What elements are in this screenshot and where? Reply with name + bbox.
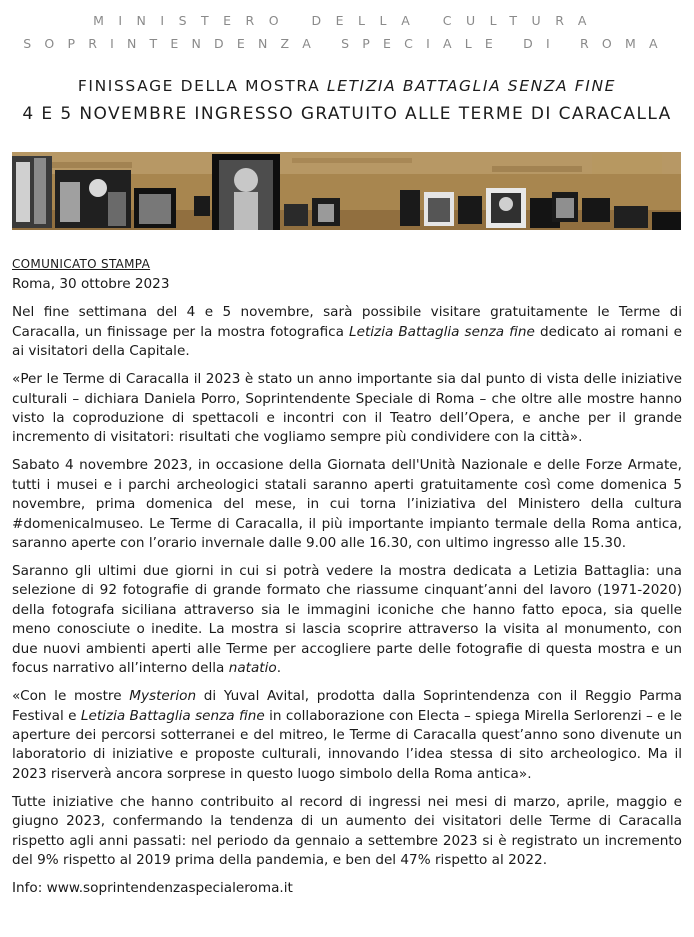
- press-release-body: [12, 256, 682, 898]
- section-label: COMUNICATO STAMPA: [12, 257, 151, 271]
- p5-exhibition-title: Letizia Battaglia senza fine: [80, 707, 265, 724]
- p5-text-a: «Con le mostre: [12, 688, 130, 705]
- paragraph-5: [12, 687, 682, 784]
- paragraph-3: Sabato 4 novembre 2023, in occasione della Giornata dell'Unità Nazionale e delle Forze Armate, tutti i musei e i parchi archeologici statali saranno aperti gratuitamente così come domenica 5 novembre, prima domenica del mese, in cui torna l’iniziativa del Ministero della cultura #domenicalmuseo. Le Terme di Caracalla, il più importante impianto termale della Roma antica, saranno aperte con l’orario invernale dalle 9.00 alle 16.30, con ultimo ingresso alle 15.30.: [12, 457, 682, 552]
- p1-text-c: dedicato ai romani e ai visitatori della Capitale.: [12, 323, 682, 360]
- press-title-line1: [0, 77, 694, 95]
- exhibition-photo-banner: [12, 152, 681, 230]
- office-name: SOPRINTENDENZA SPECIALE DI ROMA: [23, 36, 671, 51]
- p4-text-a: Saranno gli ultimi due giorni in cui si potrà vedere la mostra dedicata a Letizia Battaglia: una selezione di 92 fotografie di grande formato che riassume cinquant’anni del lavoro (1971-2020) della fotografa siciliana attraverso sia le immagini iconiche che hanno fatto epoca, sia quelle meno conosciute o inedite. La mostra si lascia scoprire attraverso la visita al monumento, con due nuovi ambienti aperti alle Terme per accogliere parte delle fotografie di questa mostra e un focus narrativo all’interno della: [12, 563, 682, 677]
- p1-text-a: Nel fine settimana del 4 e 5 novembre, sarà possibile visitare gratuitamente le Terme di Caracalla, un finissage per la mostra fotografica: [12, 304, 682, 340]
- press-title-line2: 4 E 5 NOVEMBRE INGRESSO GRATUITO ALLE TERME DI CARACALLA: [22, 104, 672, 124]
- p4-natatio: natatio: [228, 660, 277, 677]
- ministry-name: MINISTERO DELLA CULTURA: [93, 13, 601, 28]
- release-date: Roma, 30 ottobre 2023: [12, 276, 170, 292]
- paragraph-1: [12, 303, 682, 361]
- paragraph-6: Tutte iniziative che hanno contribuito al record di ingressi nei mesi di marzo, aprile, maggio e giugno 2023, confermando la tendenza di un aumento dei visitatori delle Terme di Caracalla rispetto agli anni passati: nel periodo da gennaio a settembre 2023 si è registrato un incremento del 9% rispetto al 2019 prima della pandemia, e ben del 47% rispetto al 2022.: [12, 793, 682, 868]
- paragraph-4: [12, 562, 682, 678]
- p4-text-c: .: [276, 660, 282, 677]
- press-title-exhibition: LETIZIA BATTAGLIA SENZA FINE: [326, 77, 617, 95]
- p5-text-e: in collaborazione con Electa – spiega Mirella Serlorenzi – e le aperture dei percorsi sotterranei e del mitreo, le Terme di Caracalla quest’anno sono divenute un laboratorio di iniziative e proposte culturali, innovando l’idea stessa di sito archeologico. Ma il 2023 riserverà ancora sorprese in questo luogo simbolo della Roma antica».: [12, 707, 682, 782]
- paragraph-2: «Per le Terme di Caracalla il 2023 è stato un anno importante sia dal punto di vista delle iniziative culturali – dichiara Daniela Porro, Soprintendente Speciale di Roma – che oltre alle mostre hanno visto la coproduzione di spettacoli e incontri con il Teatro dell’Opera, e anche per il grande incremento di visitatori: risultati che vogliamo sempre più condividere con la città».: [12, 371, 682, 446]
- p5-text-c: di Yuval Avital, prodotta dalla Soprintendenza con il Reggio Parma Festival e: [12, 688, 682, 724]
- p5-mysterion: Mysterion: [129, 688, 197, 705]
- info-link[interactable]: Info: www.soprintendenzaspecialeroma.it: [12, 879, 293, 896]
- p1-exhibition-title: Letizia Battaglia senza fine: [349, 323, 535, 340]
- press-title-prefix: FINISSAGE DELLA MOSTRA: [77, 77, 327, 95]
